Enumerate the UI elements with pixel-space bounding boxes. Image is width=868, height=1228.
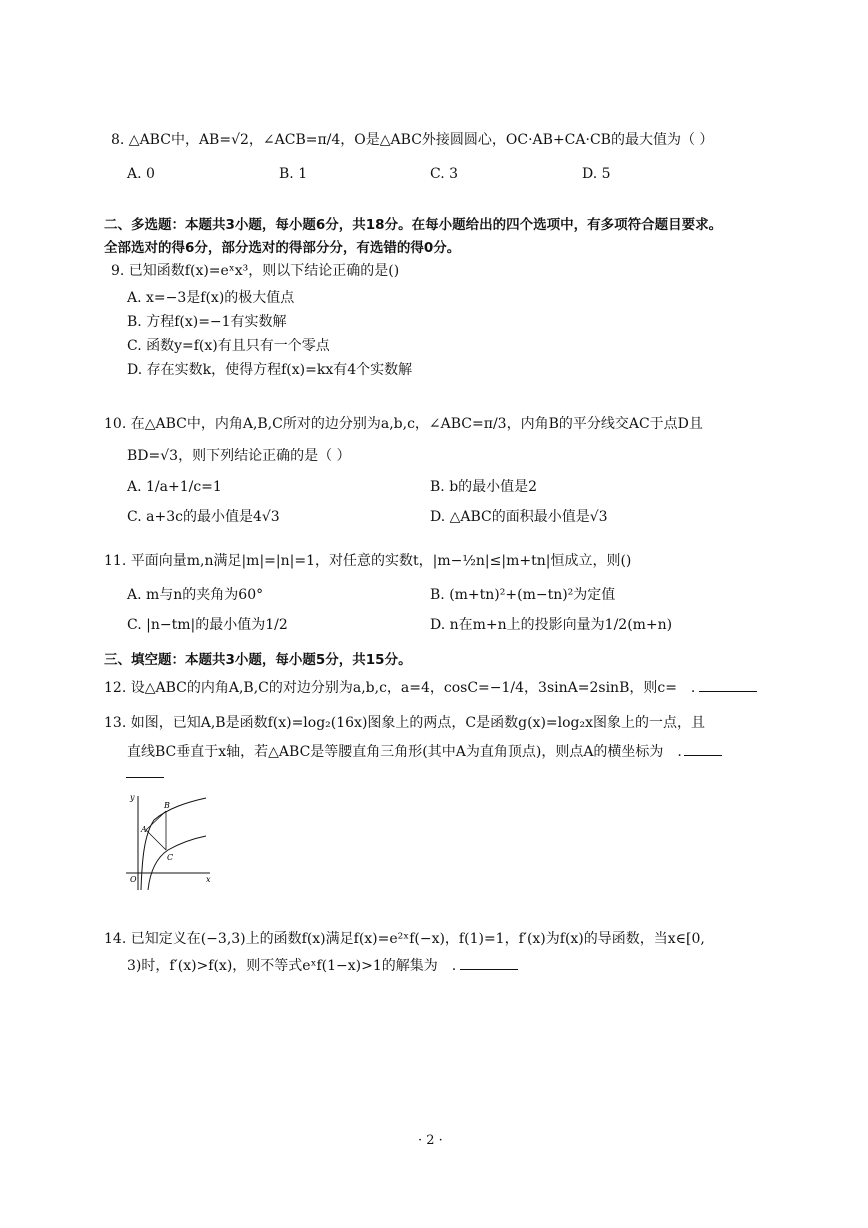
q8-option-d: D. 5 <box>582 166 611 182</box>
q11-option-d: D. n在m+n上的投影向量为1/2(m+n) <box>430 617 673 633</box>
q8-option-c: C. 3 <box>430 166 459 182</box>
q11-option-b: B. (m+tn)²+(m−tn)²为定值 <box>430 587 616 603</box>
q8-option-b: B. 1 <box>279 166 308 182</box>
page-number: · 2 · <box>418 1133 443 1148</box>
q10-stem-line2: BD=√3，则下列结论正确的是（ ） <box>127 448 351 464</box>
fig-label-x: x <box>206 875 211 884</box>
curve-g <box>148 836 206 890</box>
q14-stem-line1: 14. 已知定义在(−3,3)上的函数f(x)满足f(x)=e²ˣf(−x)，f(1)=1，f′(x)为f(x)的导函数，当x∈[0, <box>104 931 705 947</box>
q12-text: 12. 设△ABC的内角A,B,C的对边分别为a,b,c，a=4，cosC=−1/4，3sinA=2sinB，则c= . <box>104 680 696 696</box>
fig-label-c: C <box>167 853 174 862</box>
q10-option-c: C. a+3c的最小值是4√3 <box>127 509 280 525</box>
fig-label-b: B <box>164 801 170 810</box>
q9-option-c: C. 函数y=f(x)有且只有一个零点 <box>127 338 330 354</box>
q10-option-d: D. △ABC的面积最小值是√3 <box>430 509 608 525</box>
q14-stem-line2 <box>127 955 518 976</box>
q12-stem <box>104 677 757 698</box>
q10-stem-line1: 10. 在△ABC中，内角A,B,C所对的边分别为a,b,c，∠ABC=π/3，内角B的平分线交AC于点D且 <box>104 416 703 432</box>
fig-label-a: A <box>141 825 147 834</box>
q13-figure <box>118 790 218 895</box>
q10-option-a: A. 1/a+1/c=1 <box>127 479 222 495</box>
q11-option-a: A. m与n的夹角为60° <box>127 587 264 603</box>
fig-label-y: y <box>130 793 135 802</box>
q9-option-a: A. x=−3是f(x)的极大值点 <box>127 290 295 306</box>
q12-answer-blank[interactable] <box>699 677 757 692</box>
section3-heading: 三、填空题：本题共3小题，每小题5分，共15分。 <box>104 652 412 668</box>
segment-ab <box>146 811 166 830</box>
segment-ac <box>146 830 166 850</box>
q9-stem: 9. 已知函数f(x)=eˣx³，则以下结论正确的是() <box>111 263 400 279</box>
q10-option-b: B. b的最小值是2 <box>430 479 538 495</box>
q13-stem-line1: 13. 如图，已知A,B是函数f(x)=log₂(16x)图象上的两点，C是函数g(x)=log₂x图象上的一点，且 <box>104 715 706 731</box>
section2-heading-line1: 二、多选题：本题共3小题，每小题6分，共18分。在每小题给出的四个选项中，有多项符合题目要求。 <box>104 217 723 233</box>
q14-answer-blank[interactable] <box>460 955 518 970</box>
q11-option-c: C. |n−tm|的最小值为1/2 <box>127 617 288 633</box>
q8-stem: 8. △ABC中，AB=√2，∠ACB=π/4，O是△ABC外接圆圆心，OC·AB+CA·CB的最大值为（ ） <box>111 132 714 148</box>
fig-label-o: O <box>130 875 137 884</box>
q13-stem-line2 <box>127 741 722 762</box>
q13-answer-blank-start[interactable] <box>684 741 722 756</box>
q13-text: 直线BC垂直于x轴，若△ABC是等腰直角三角形(其中A为直角顶点)，则点A的横坐标为 . <box>127 744 682 760</box>
section2-heading-line2: 全部选对的得6分，部分选对的得部分分，有选错的得0分。 <box>104 240 461 256</box>
q14-text: 3)时，f′(x)>f(x)，则不等式eˣf(1−x)>1的解集为 . <box>127 958 457 974</box>
q13-answer-blank-end[interactable] <box>126 762 164 778</box>
q8-option-a: A. 0 <box>127 166 155 182</box>
q11-stem: 11. 平面向量m,n满足|m|=|n|=1，对任意的实数t，|m−½n|≤|m+tn|恒成立，则() <box>104 553 632 569</box>
q9-option-d: D. 存在实数k，使得方程f(x)=kx有4个实数解 <box>127 362 413 378</box>
q9-option-b: B. 方程f(x)=−1有实数解 <box>127 314 287 330</box>
